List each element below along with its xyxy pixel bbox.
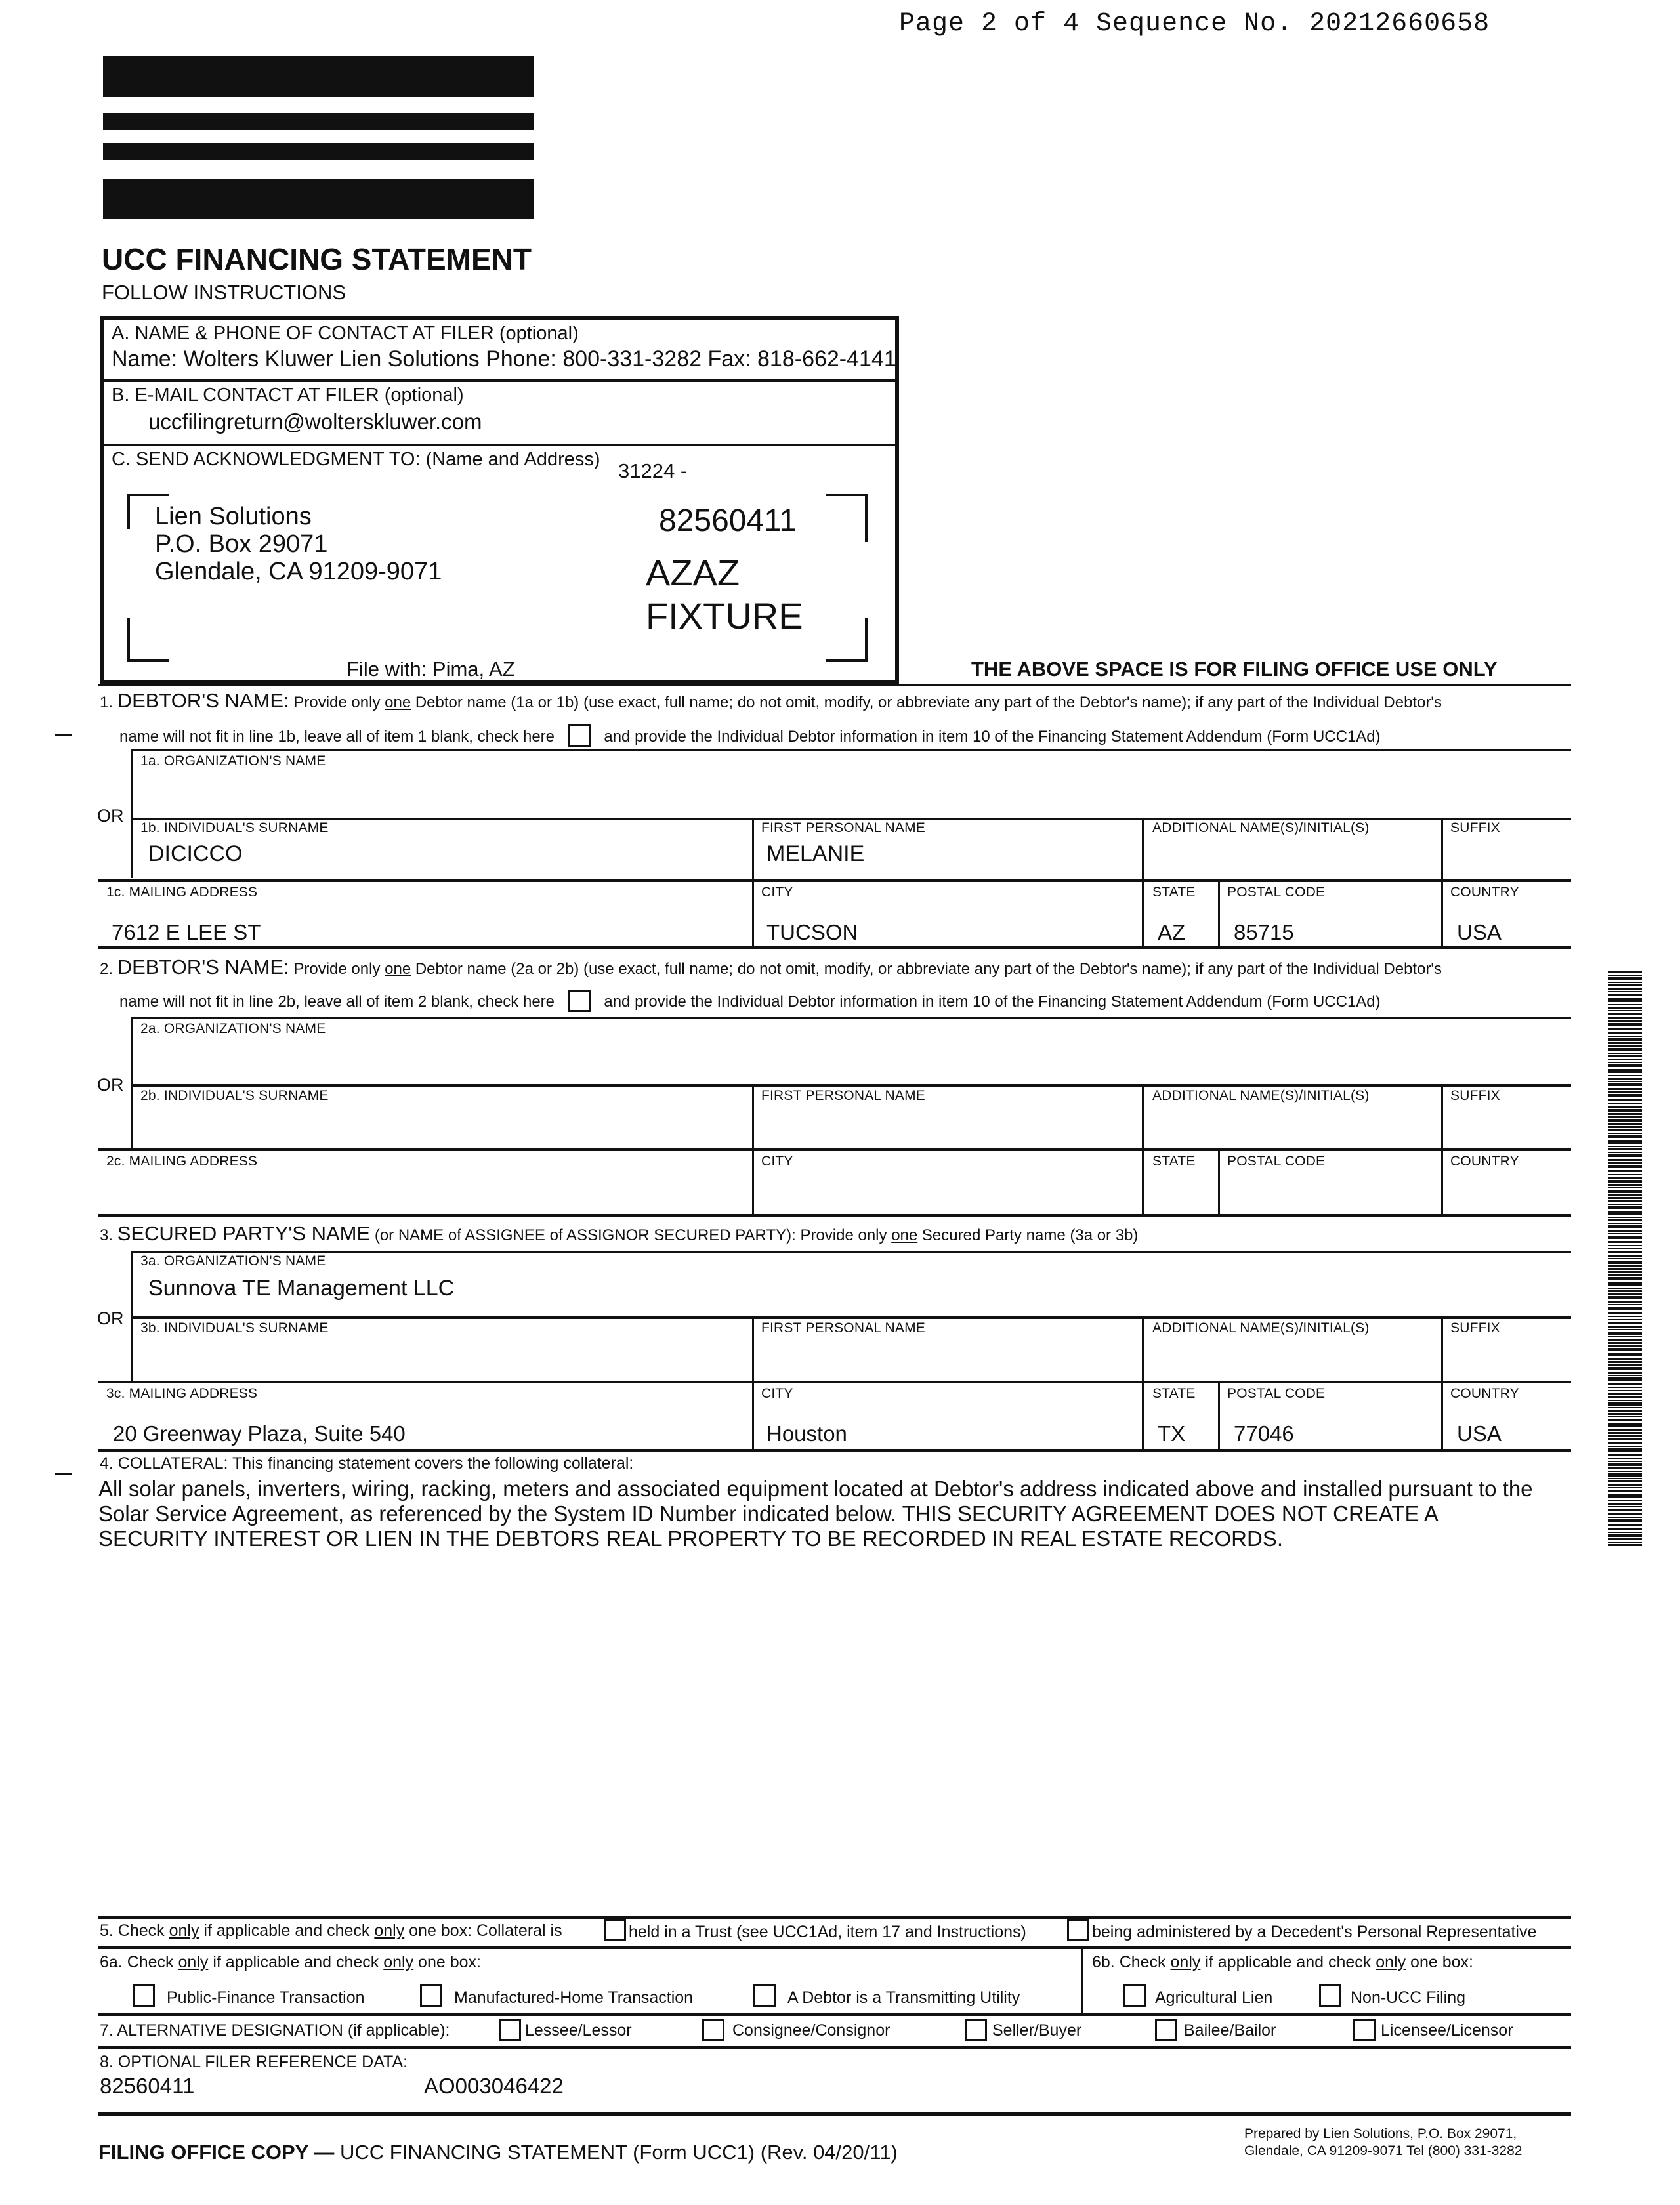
or-label: OR [97, 1075, 124, 1095]
barcode-stripe [1608, 1261, 1642, 1264]
barcode-stripe [1608, 1490, 1642, 1492]
barcode-stripe [1608, 1312, 1642, 1314]
barcode-stripe [1608, 1367, 1642, 1370]
debtor1-city: TUCSON [766, 920, 858, 944]
collateral-text-line1: All solar panels, inverters, wiring, racking, meters and associated equipment located at Debtor's address indicated above and installed pursuant to the [98, 1477, 1533, 1501]
barcode-stripe [1608, 1241, 1642, 1243]
barcode-stripe [1608, 1304, 1642, 1305]
item6b: 6b. Check only if applicable and check only one box: [1092, 1953, 1473, 1971]
barcode-stripe [1608, 1534, 1642, 1537]
transmitting-utility-checkbox[interactable] [753, 1984, 776, 2007]
barcode-stripe [1608, 1217, 1642, 1218]
public-finance-label: Public-Finance Transaction [167, 1988, 365, 2007]
barcode-stripe [1608, 1233, 1642, 1234]
secured-suffix-label: SUFFIX [1450, 1320, 1500, 1335]
barcode-stripe [1608, 1524, 1642, 1526]
barcode-stripe [1608, 982, 1642, 983]
decedent-label: being administered by a Decedent's Personal Representative [1092, 1923, 1537, 1941]
barcode-stripe [1608, 1390, 1642, 1391]
debtor1-mail-label: 1c. MAILING ADDRESS [106, 885, 258, 900]
barcode-stripe [1608, 1038, 1642, 1041]
barcode-stripe [1608, 1387, 1642, 1388]
barcode-stripe [1608, 1190, 1642, 1193]
barcode-stripe [1608, 1053, 1642, 1054]
barcode-stripe [1608, 991, 1642, 992]
debtor2-country-label: COUNTRY [1450, 1154, 1519, 1169]
licensee-label: Licensee/Licensor [1381, 2021, 1513, 2040]
barcode-stripe [1608, 1271, 1642, 1273]
trust-label: held in a Trust (see UCC1Ad, item 17 and Instructions) [629, 1923, 1026, 1941]
barcode-stripe [1608, 1293, 1642, 1295]
debtor2-mail-label: 2c. MAILING ADDRESS [106, 1154, 258, 1169]
barcode-stripe [1608, 1148, 1642, 1150]
debtor1-first: MELANIE [766, 841, 865, 866]
barcode-stripe [1608, 1339, 1642, 1341]
ack-number: 82560411 [659, 503, 797, 538]
barcode-stripe [1608, 1413, 1642, 1415]
barcode-stripe [1608, 1383, 1642, 1385]
barcode-stripe [1608, 1109, 1642, 1112]
barcode-stripe [1608, 1478, 1642, 1479]
seller-label: Seller/Buyer [992, 2021, 1082, 2040]
collateral-text-line2: Solar Service Agreement, as referenced by the System ID Number indicated below. THIS SECURITY AGREEMENT DOES NOT CREATE A [98, 1502, 1438, 1526]
redaction-bar [103, 178, 534, 219]
barcode-stripe [1608, 1494, 1642, 1498]
barcode-stripe [1608, 1124, 1642, 1125]
barcode-stripe [1608, 1023, 1642, 1026]
barcode-stripe [1608, 1135, 1642, 1138]
barcode-stripe [1608, 1048, 1642, 1051]
barcode-stripe [1608, 1204, 1642, 1205]
barcode-stripe [1608, 1129, 1642, 1131]
barcode-stripe [1608, 1020, 1642, 1022]
barcode-stripe [1608, 1448, 1642, 1452]
barcode-stripe [1608, 1154, 1642, 1157]
barcode-stripe [1608, 1225, 1642, 1228]
address-bracket [826, 618, 868, 662]
or-label: OR [97, 1309, 124, 1328]
barcode-stripe [1608, 977, 1642, 980]
barcode-stripe [1608, 1170, 1642, 1172]
barcode-stripe [1608, 1236, 1642, 1239]
barcode-stripe [1608, 1290, 1642, 1292]
barcode-stripe [1608, 1296, 1642, 1299]
form-title: UCC FINANCING STATEMENT [102, 242, 532, 276]
barcode-stripe [1608, 1519, 1642, 1522]
secured-org-label: 3a. ORGANIZATION'S NAME [140, 1253, 326, 1269]
barcode-stripe [1608, 1301, 1642, 1303]
debtor1-country-label: COUNTRY [1450, 885, 1519, 900]
barcode-stripe [1608, 1322, 1642, 1324]
barcode-stripe [1608, 1435, 1642, 1437]
ack-address-line1: Lien Solutions [155, 503, 312, 530]
collateral-label: 4. COLLATERAL: This financing statement covers the following collateral: [100, 1454, 634, 1473]
secured-org: Sunnova TE Management LLC [148, 1276, 455, 1301]
barcode-stripe [1608, 1106, 1642, 1108]
barcode-stripe [1608, 1159, 1642, 1161]
secured-postal: 77046 [1234, 1421, 1294, 1446]
trust-checkbox[interactable] [604, 1919, 626, 1941]
debtor2-surname-label: 2b. INDIVIDUAL'S SURNAME [140, 1088, 329, 1103]
barcode-stripe [1608, 1503, 1642, 1505]
page-sequence-header: Page 2 of 4 Sequence No. 20212660658 [899, 9, 1490, 39]
barcode-stripe [1608, 1116, 1642, 1118]
barcode-stripe [1608, 1248, 1642, 1250]
barcode-stripe [1608, 1316, 1642, 1317]
debtor2-overflow-checkbox[interactable] [568, 990, 591, 1012]
barcode-stripe [1608, 1245, 1642, 1246]
barcode-stripe [1608, 988, 1642, 990]
barcode-stripe [1608, 1211, 1642, 1215]
barcode-stripe [1608, 1454, 1642, 1456]
barcode-stripe [1608, 1277, 1642, 1280]
barcode-stripe [1608, 1467, 1642, 1469]
box-c-label: C. SEND ACKNOWLEDGMENT TO: (Name and Address) [112, 449, 600, 470]
barcode-stripe [1608, 1036, 1642, 1037]
debtor1-state: AZ [1158, 920, 1186, 944]
manufactured-home-checkbox[interactable] [420, 1984, 442, 2007]
secured-mail: 20 Greenway Plaza, Suite 540 [113, 1421, 406, 1446]
barcode-stripe [1608, 1042, 1642, 1044]
barcode-stripe [1608, 1336, 1642, 1337]
debtor1-suffix-label: SUFFIX [1450, 820, 1500, 835]
secured-mail-label: 3c. MAILING ADDRESS [106, 1386, 258, 1401]
barcode-stripe [1608, 1487, 1642, 1488]
barcode-stripe [1608, 1532, 1642, 1533]
barcode-stripe [1608, 1307, 1642, 1310]
barcode-stripe [1608, 1332, 1642, 1335]
debtor2-instr2: name will not fit in line 2b, leave all of item 2 blank, check here and provide the Individual Debtor information in item 10 of the Financing Statement Addendum (Form UCC1Ad) [119, 984, 1381, 1011]
barcode-stripe [1608, 1282, 1642, 1286]
barcode-stripe [1608, 1103, 1642, 1104]
secured-city-label: CITY [761, 1386, 793, 1401]
debtor2-postal-label: POSTAL CODE [1227, 1154, 1326, 1169]
barcode-stripe [1608, 1197, 1642, 1199]
redaction-bar [103, 143, 534, 160]
barcode-stripe [1608, 1506, 1642, 1507]
debtor1-mail: 7612 E LEE ST [112, 920, 261, 944]
barcode-stripe [1608, 1088, 1642, 1090]
barcode-stripe [1608, 1032, 1642, 1034]
box-a-value: Name: Wolters Kluwer Lien Solutions Phone: 800-331-3282 Fax: 818-662-4141 [112, 346, 896, 371]
barcode-stripe [1608, 1461, 1642, 1462]
barcode-stripe [1608, 1509, 1642, 1511]
bailee-label: Bailee/Bailor [1184, 2021, 1276, 2040]
barcode-stripe [1608, 1010, 1642, 1011]
barcode-stripe [1608, 1358, 1642, 1360]
barcode-stripe [1608, 1458, 1642, 1459]
barcode-stripe [1608, 1438, 1642, 1440]
barcode-stripe [1608, 1442, 1642, 1444]
barcode-stripe [1608, 1528, 1642, 1530]
debtor1-surname-label: 1b. INDIVIDUAL'S SURNAME [140, 820, 329, 835]
secured-country: USA [1457, 1421, 1502, 1446]
box-b-label: B. E-MAIL CONTACT AT FILER (optional) [112, 385, 464, 406]
barcode-stripe [1608, 1140, 1642, 1144]
debtor2-heading: 2. DEBTOR'S NAME: Provide only one Debtor name (2a or 2b) (use exact, full name; do not omit, modify, or abbreviate any part of the Debtor's name); if any part of the Individual Debtor's [100, 956, 1442, 978]
debtor1-city-label: CITY [761, 885, 793, 900]
barcode-stripe [1608, 1258, 1642, 1259]
barcode-stripe [1608, 1055, 1642, 1057]
ack-address-line2: P.O. Box 29071 [155, 530, 328, 558]
barcode-stripe [1608, 1372, 1642, 1374]
secured-first-label: FIRST PERSONAL NAME [761, 1320, 926, 1335]
barcode-stripe [1608, 1345, 1642, 1347]
item5: 5. Check only if applicable and check only one box: Collateral is [100, 1922, 562, 1940]
barcode-stripe [1608, 1194, 1642, 1196]
barcode-stripe [1608, 1480, 1642, 1482]
barcode-stripe [1608, 1361, 1642, 1363]
item8-ref1: 82560411 [100, 2074, 195, 2098]
barcode-stripe [1608, 1174, 1642, 1175]
barcode-stripe [1608, 1013, 1642, 1015]
debtor1-instr2: name will not fit in line 1b, leave all of item 1 blank, check here and provide the Individual Debtor information in item 10 of the Financing Statement Addendum (Form UCC1Ad) [119, 719, 1381, 746]
barcode-stripe [1608, 971, 1642, 973]
debtor1-first-label: FIRST PERSONAL NAME [761, 820, 926, 835]
barcode-stripe [1608, 1326, 1642, 1328]
barcode-stripe [1608, 1402, 1642, 1406]
barcode-stripe [1608, 1473, 1642, 1477]
barcode-stripe [1608, 1162, 1642, 1164]
debtor1-postal: 85715 [1234, 920, 1294, 944]
barcode-stripe [1608, 1133, 1642, 1134]
barcode-stripe [1608, 1219, 1642, 1221]
barcode-stripe [1608, 984, 1642, 986]
barcode-stripe [1608, 1544, 1642, 1546]
secured-addl-label: ADDITIONAL NAME(S)/INITIAL(S) [1152, 1320, 1370, 1335]
debtor1-surname: DICICCO [148, 841, 243, 866]
barcode-stripe [1608, 1274, 1642, 1276]
manufactured-home-label: Manufactured-Home Transaction [454, 1988, 694, 2007]
office-use-label: THE ABOVE SPACE IS FOR FILING OFFICE USE ONLY [971, 658, 1498, 681]
barcode-stripe [1608, 1206, 1642, 1209]
barcode-stripe [1608, 1400, 1642, 1401]
barcode-stripe [1608, 1007, 1642, 1009]
consignee-label: Consignee/Consignor [732, 2021, 891, 2040]
non-ucc-label: Non-UCC Filing [1351, 1988, 1466, 2007]
ack-address-line3: Glendale, CA 91209-9071 [155, 558, 442, 585]
item8-label: 8. OPTIONAL FILER REFERENCE DATA: [100, 2053, 408, 2071]
barcode-stripe [1608, 1251, 1642, 1253]
barcode-stripe [1608, 1484, 1642, 1486]
barcode-stripe [1608, 1423, 1642, 1427]
barcode-stripe [1608, 1223, 1642, 1224]
barcode-stripe [1608, 1059, 1642, 1060]
debtor1-org-label: 1a. ORGANIZATION'S NAME [140, 753, 326, 768]
debtor2-org-label: 2a. ORGANIZATION'S NAME [140, 1021, 326, 1036]
secured-country-label: COUNTRY [1450, 1386, 1519, 1401]
barcode-stripe [1608, 1017, 1642, 1019]
barcode-stripe [1608, 994, 1642, 996]
non-ucc-checkbox[interactable] [1319, 1984, 1341, 2007]
barcode-stripe [1608, 1517, 1642, 1518]
barcode-stripe [1608, 1410, 1642, 1412]
secured-postal-label: POSTAL CODE [1227, 1386, 1326, 1401]
barcode-stripe [1608, 1099, 1642, 1101]
agricultural-lien-label: Agricultural Lien [1155, 1988, 1273, 2007]
barcode-stripe [1608, 1230, 1642, 1232]
secured-heading: 3. SECURED PARTY'S NAME (or NAME of ASSIGNEE of ASSIGNOR SECURED PARTY): Provide only one Secured Party name (3a or 3b) [100, 1222, 1139, 1245]
debtor2-city-label: CITY [761, 1154, 793, 1169]
box-b-value: uccfilingreturn@wolterskluwer.com [148, 410, 482, 434]
debtor1-overflow-checkbox[interactable] [568, 724, 591, 747]
barcode-stripe [1608, 1177, 1642, 1179]
redaction-bar [103, 56, 534, 97]
box-a-label: A. NAME & PHONE OF CONTACT AT FILER (optional) [112, 323, 579, 344]
debtor1-addl-label: ADDITIONAL NAME(S)/INITIAL(S) [1152, 820, 1370, 835]
barcode-stripe [1608, 1180, 1642, 1183]
transmitting-utility-label: A Debtor is a Transmitting Utility [788, 1988, 1020, 2007]
debtor1-country: USA [1457, 920, 1502, 944]
barcode [1608, 971, 1642, 1549]
barcode-stripe [1608, 1407, 1642, 1408]
barcode-stripe [1608, 1396, 1642, 1398]
or-label: OR [97, 806, 124, 826]
collateral-text-line3: SECURITY INTEREST OR LIEN IN THE DEBTORS REAL PROPERTY TO BE RECORDED IN REAL ESTATE RECORDS. [98, 1526, 1284, 1551]
lessee-label: Lessee/Lessor [525, 2021, 632, 2040]
barcode-stripe [1608, 1028, 1642, 1030]
barcode-stripe [1608, 1375, 1642, 1376]
barcode-stripe [1608, 1377, 1642, 1381]
secured-state: TX [1158, 1421, 1186, 1446]
barcode-stripe [1608, 1429, 1642, 1431]
barcode-stripe [1608, 1500, 1642, 1502]
barcode-stripe [1608, 1329, 1642, 1330]
address-bracket [127, 618, 169, 662]
barcode-stripe [1608, 1126, 1642, 1128]
barcode-stripe [1608, 1538, 1642, 1540]
barcode-stripe [1608, 1432, 1642, 1434]
barcode-stripe [1608, 1187, 1642, 1188]
footer-prepared-line1: Prepared by Lien Solutions, P.O. Box 29071, [1244, 2126, 1517, 2141]
barcode-stripe [1608, 1184, 1642, 1186]
ack-code1: AZAZ [646, 552, 740, 593]
barcode-stripe [1608, 1542, 1642, 1543]
address-bracket [826, 494, 868, 542]
barcode-stripe [1608, 1416, 1642, 1418]
bailee-checkbox[interactable] [1155, 2019, 1177, 2041]
barcode-stripe [1608, 998, 1642, 1002]
barcode-stripe [1608, 1062, 1642, 1063]
redaction-bar [103, 113, 534, 130]
barcode-stripe [1608, 1152, 1642, 1153]
barcode-stripe [1608, 1045, 1642, 1047]
debtor1-heading: 1. DEBTOR'S NAME: Provide only one Debtor name (1a or 1b) (use exact, full name; do not omit, modify, or abbreviate any part of the Debtor's name); if any part of the Individual Debtor's [100, 689, 1442, 712]
barcode-stripe [1608, 1513, 1642, 1515]
public-finance-checkbox[interactable] [133, 1984, 155, 2007]
barcode-stripe [1608, 1463, 1642, 1466]
barcode-stripe [1608, 1255, 1642, 1257]
barcode-stripe [1608, 1288, 1642, 1289]
barcode-stripe [1608, 975, 1642, 976]
debtor2-addl-label: ADDITIONAL NAME(S)/INITIAL(S) [1152, 1088, 1370, 1103]
barcode-stripe [1608, 1200, 1642, 1202]
barcode-stripe [1608, 1069, 1642, 1073]
barcode-stripe [1608, 1446, 1642, 1447]
barcode-stripe [1608, 1348, 1642, 1351]
licensee-checkbox[interactable] [1353, 2019, 1376, 2041]
agricultural-lien-checkbox[interactable] [1124, 1984, 1146, 2007]
barcode-stripe [1608, 1113, 1642, 1115]
decedent-checkbox[interactable] [1067, 1919, 1089, 1941]
consignee-checkbox[interactable] [702, 2019, 724, 2041]
barcode-stripe [1608, 1119, 1642, 1122]
barcode-stripe [1608, 1004, 1642, 1005]
secured-state-label: STATE [1152, 1386, 1196, 1401]
barcode-stripe [1608, 1419, 1642, 1421]
barcode-stripe [1608, 1353, 1642, 1356]
debtor1-postal-label: POSTAL CODE [1227, 885, 1326, 900]
barcode-stripe [1608, 1075, 1642, 1076]
follow-instructions: FOLLOW INSTRUCTIONS [102, 281, 346, 304]
barcode-stripe [1608, 1471, 1642, 1472]
barcode-stripe [1608, 1265, 1642, 1267]
barcode-stripe [1608, 1083, 1642, 1086]
box-c-ref: 31224 - [618, 459, 688, 482]
barcode-stripe [1608, 1165, 1642, 1168]
barcode-stripe [1608, 1319, 1642, 1320]
barcode-stripe [1608, 1268, 1642, 1270]
debtor2-first-label: FIRST PERSONAL NAME [761, 1088, 926, 1103]
secured-surname-label: 3b. INDIVIDUAL'S SURNAME [140, 1320, 329, 1335]
item6a: 6a. Check only if applicable and check only one box: [100, 1953, 481, 1971]
debtor2-state-label: STATE [1152, 1154, 1196, 1169]
barcode-stripe [1608, 1342, 1642, 1344]
barcode-stripe [1608, 1393, 1642, 1395]
ack-code2: FIXTURE [646, 595, 803, 637]
seller-checkbox[interactable] [965, 2019, 987, 2041]
lessee-checkbox[interactable] [499, 2019, 521, 2041]
barcode-stripe [1608, 1078, 1642, 1080]
footer-form: FILING OFFICE COPY — UCC FINANCING STATEMENT (Form UCC1) (Rev. 04/20/11) [98, 2141, 898, 2164]
debtor2-suffix-label: SUFFIX [1450, 1088, 1500, 1103]
item8-ref2: AO003046422 [424, 2074, 564, 2098]
barcode-stripe [1608, 1146, 1642, 1147]
barcode-stripe [1608, 1064, 1642, 1067]
barcode-stripe [1608, 1081, 1642, 1082]
barcode-stripe [1608, 1091, 1642, 1093]
item7-label: 7. ALTERNATIVE DESIGNATION (if applicable): [100, 2021, 450, 2040]
barcode-stripe [1608, 1094, 1642, 1097]
file-with: File with: Pima, AZ [346, 658, 515, 681]
footer-prepared-line2: Glendale, CA 91209-9071 Tel (800) 331-3282 [1244, 2143, 1522, 2158]
secured-city: Houston [766, 1421, 847, 1446]
barcode-stripe [1608, 1364, 1642, 1366]
debtor1-state-label: STATE [1152, 885, 1196, 900]
